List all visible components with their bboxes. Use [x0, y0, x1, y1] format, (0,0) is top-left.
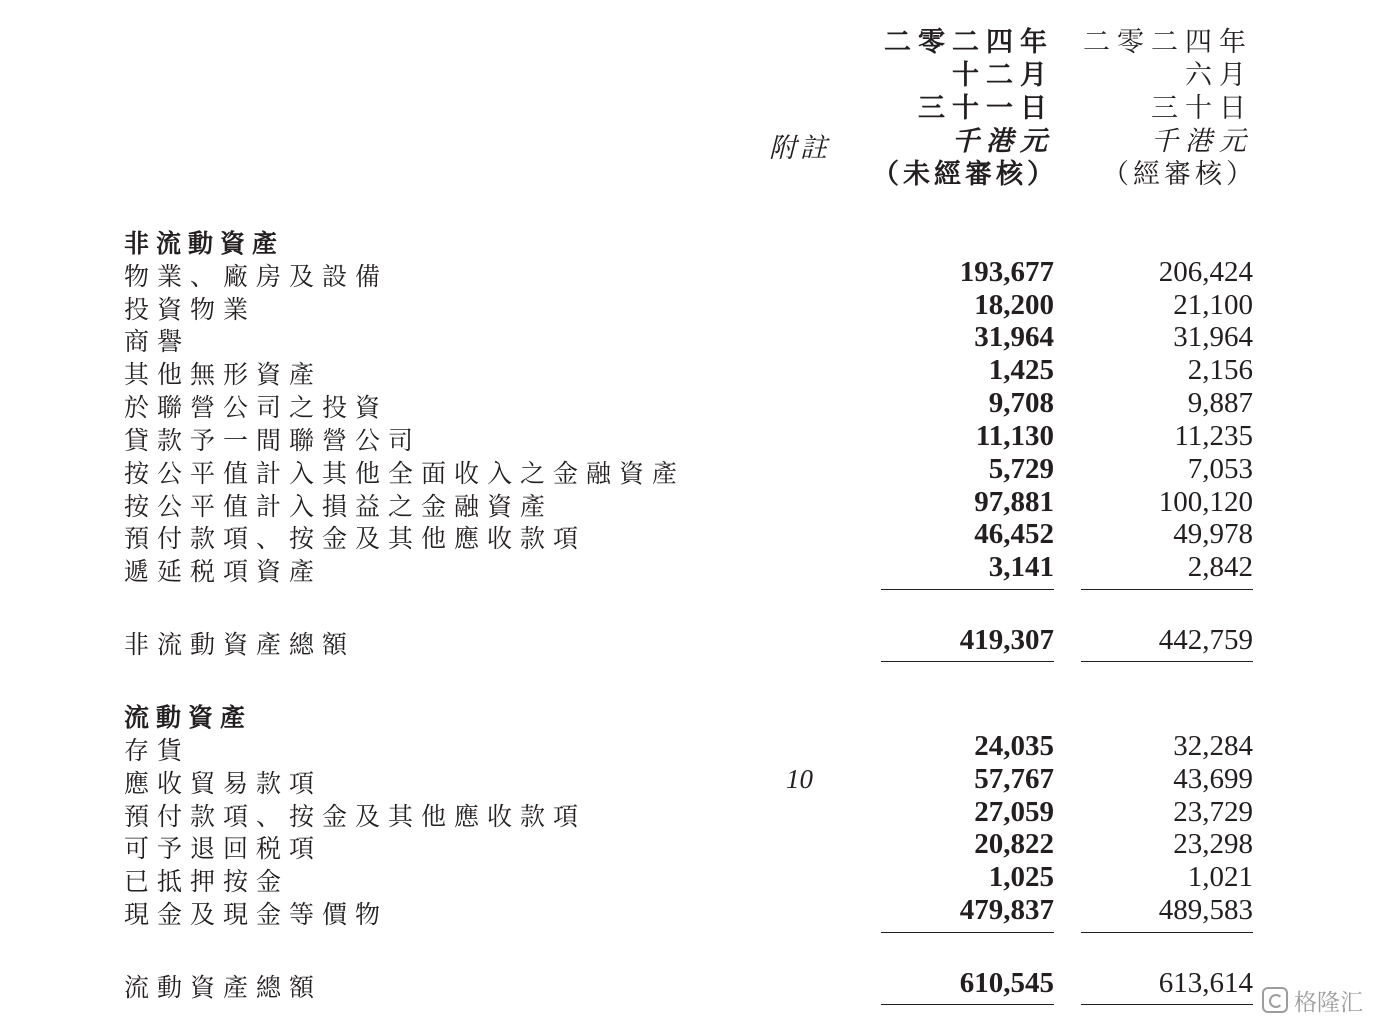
row-previous-value: 23,729 — [1173, 796, 1253, 828]
row-current-value: 27,059 — [974, 796, 1054, 828]
watermark — [1262, 984, 1363, 1016]
row-current-value: 31,964 — [974, 321, 1054, 353]
previous-period-month: 六月 — [1185, 60, 1253, 91]
row-current-value: 1,425 — [988, 354, 1054, 386]
row-label: 存貨 — [124, 736, 191, 765]
total-label-current-assets: 流動資產總額 — [124, 973, 323, 1002]
subtotal-rule — [1081, 589, 1253, 590]
row-previous-value: 7,053 — [1187, 453, 1253, 485]
row-current-value: 57,767 — [974, 763, 1054, 795]
row-previous-value: 489,583 — [1158, 894, 1253, 926]
row-label: 按公平值計入損益之金融資產 — [124, 492, 554, 521]
row-label: 預付款項、按金及其他應收款項 — [124, 802, 587, 831]
row-current-value: 5,729 — [988, 453, 1054, 485]
previous-period-status: （經審核） — [1102, 159, 1257, 190]
row-current-value: 3,141 — [988, 551, 1054, 583]
row-label: 現金及現金等價物 — [124, 900, 389, 929]
row-label: 商譽 — [124, 327, 191, 356]
row-previous-value: 49,978 — [1173, 518, 1253, 550]
current-period-month: 十二月 — [952, 60, 1054, 91]
total-label-non-current-assets: 非流動資產總額 — [124, 630, 356, 659]
row-label: 已抵押按金 — [124, 867, 290, 896]
total-rule — [881, 1004, 1054, 1005]
previous-period-year: 二零二四年 — [1083, 27, 1253, 58]
total-rule — [1081, 1004, 1253, 1005]
total-rule — [1081, 661, 1253, 662]
row-current-value: 1,025 — [988, 861, 1054, 893]
row-current-value: 97,881 — [974, 486, 1054, 518]
row-label: 貸款予一間聯營公司 — [124, 426, 422, 455]
subtotal-rule — [1081, 932, 1253, 933]
row-previous-value: 21,100 — [1173, 289, 1253, 321]
row-previous-value: 11,235 — [1174, 420, 1253, 452]
row-previous-value: 9,887 — [1187, 387, 1253, 419]
total-previous-current-assets: 613,614 — [1158, 967, 1253, 999]
row-note-ref: 10 — [786, 764, 813, 794]
section-title-non-current-assets: 非流動資產 — [124, 229, 285, 258]
total-current-current-assets: 610,545 — [959, 967, 1054, 999]
section-title-current-assets: 流動資產 — [124, 703, 253, 732]
row-previous-value: 100,120 — [1158, 486, 1253, 518]
row-previous-value: 43,699 — [1173, 763, 1253, 795]
row-current-value: 193,677 — [959, 256, 1054, 288]
row-label: 可予退回税項 — [124, 834, 323, 863]
row-previous-value: 2,156 — [1187, 354, 1253, 386]
subtotal-rule — [881, 589, 1054, 590]
subtotal-rule — [881, 932, 1054, 933]
row-current-value: 46,452 — [974, 518, 1054, 550]
current-period-unit: 千港元 — [952, 126, 1054, 157]
previous-period-day: 三十日 — [1151, 93, 1253, 124]
row-label: 投資物業 — [124, 295, 257, 324]
current-period-year: 二零二四年 — [884, 27, 1054, 58]
current-period-day: 三十一日 — [918, 93, 1054, 124]
gelonghui-logo-icon — [1262, 987, 1288, 1013]
row-current-value: 9,708 — [988, 387, 1054, 419]
watermark-text: 格隆汇 — [1294, 989, 1363, 1016]
row-current-value: 20,822 — [974, 828, 1054, 860]
row-label: 於聯營公司之投資 — [124, 393, 389, 422]
row-label: 物業、廠房及設備 — [124, 262, 389, 291]
total-rule — [881, 661, 1054, 662]
row-current-value: 18,200 — [974, 289, 1054, 321]
row-previous-value: 23,298 — [1173, 828, 1253, 860]
row-label: 應收貿易款項 — [124, 769, 323, 798]
row-previous-value: 2,842 — [1187, 551, 1253, 583]
row-current-value: 479,837 — [959, 894, 1054, 926]
row-previous-value: 1,021 — [1187, 861, 1253, 893]
total-current-non-current-assets: 419,307 — [959, 624, 1054, 656]
current-period-status: （未經審核） — [872, 159, 1058, 190]
row-previous-value: 32,284 — [1173, 730, 1253, 762]
total-previous-non-current-assets: 442,759 — [1158, 624, 1253, 656]
row-label: 按公平值計入其他全面收入之金融資產 — [124, 459, 686, 488]
row-label: 遞延税項資產 — [124, 557, 323, 586]
row-current-value: 24,035 — [974, 730, 1054, 762]
previous-period-unit: 千港元 — [1151, 126, 1253, 157]
row-label: 其他無形資產 — [124, 360, 323, 389]
note-column-header: 附註 — [769, 133, 831, 164]
row-previous-value: 206,424 — [1158, 256, 1253, 288]
row-previous-value: 31,964 — [1173, 321, 1253, 353]
row-label: 預付款項、按金及其他應收款項 — [124, 524, 587, 553]
row-current-value: 11,130 — [975, 420, 1054, 452]
